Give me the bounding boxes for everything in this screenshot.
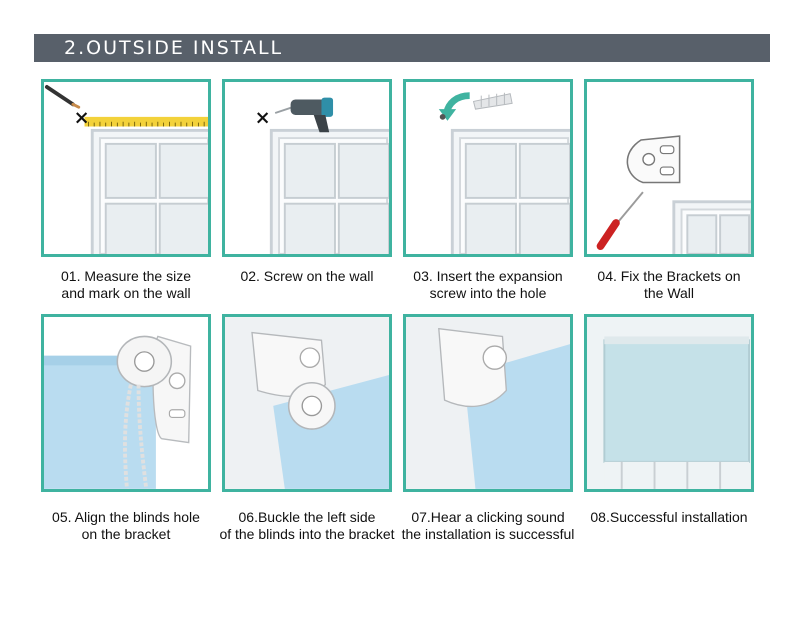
step-4-image [584, 79, 754, 257]
step-2-caption: 02. Screw on the wall [240, 268, 374, 284]
step-6-illustration [225, 317, 389, 489]
tape-measure-icon [85, 117, 208, 127]
step-3-illustration [406, 82, 570, 254]
step-5-image [41, 314, 211, 492]
step-8-illustration [587, 317, 751, 489]
step-7-illustration [406, 317, 570, 489]
step-1-illustration [44, 82, 208, 254]
step-7-caption: 07.Hear a clicking sound the installation is successful [401, 509, 575, 542]
section-header [34, 34, 770, 62]
step-5-illustration [44, 317, 208, 489]
step-8-image [584, 314, 754, 492]
step-1-caption: 01. Measure the size and mark on the wall [61, 268, 191, 301]
step-6-image [222, 314, 392, 492]
step-3-caption: 03. Insert the expansion screw into the hole [413, 268, 563, 301]
step-4-illustration [587, 82, 751, 254]
section-title: 2.OUTSIDE INSTALL [64, 37, 284, 59]
step-2-illustration [225, 82, 389, 254]
step-6-caption: 06.Buckle the left side of the blinds into the bracket [219, 509, 395, 542]
step-8-caption: 08.Successful installation [590, 509, 748, 525]
step-3-image [403, 79, 573, 257]
step-5-caption: 05. Align the blinds hole on the bracket [52, 509, 200, 542]
step-2-image [222, 79, 392, 257]
step-7-image [403, 314, 573, 492]
end-cap-icon [117, 336, 171, 386]
step-4-caption: 04. Fix the Brackets on the Wall [597, 268, 741, 301]
step-1-image [41, 79, 211, 257]
end-cap-icon [289, 383, 335, 429]
bracket-icon [439, 329, 507, 407]
